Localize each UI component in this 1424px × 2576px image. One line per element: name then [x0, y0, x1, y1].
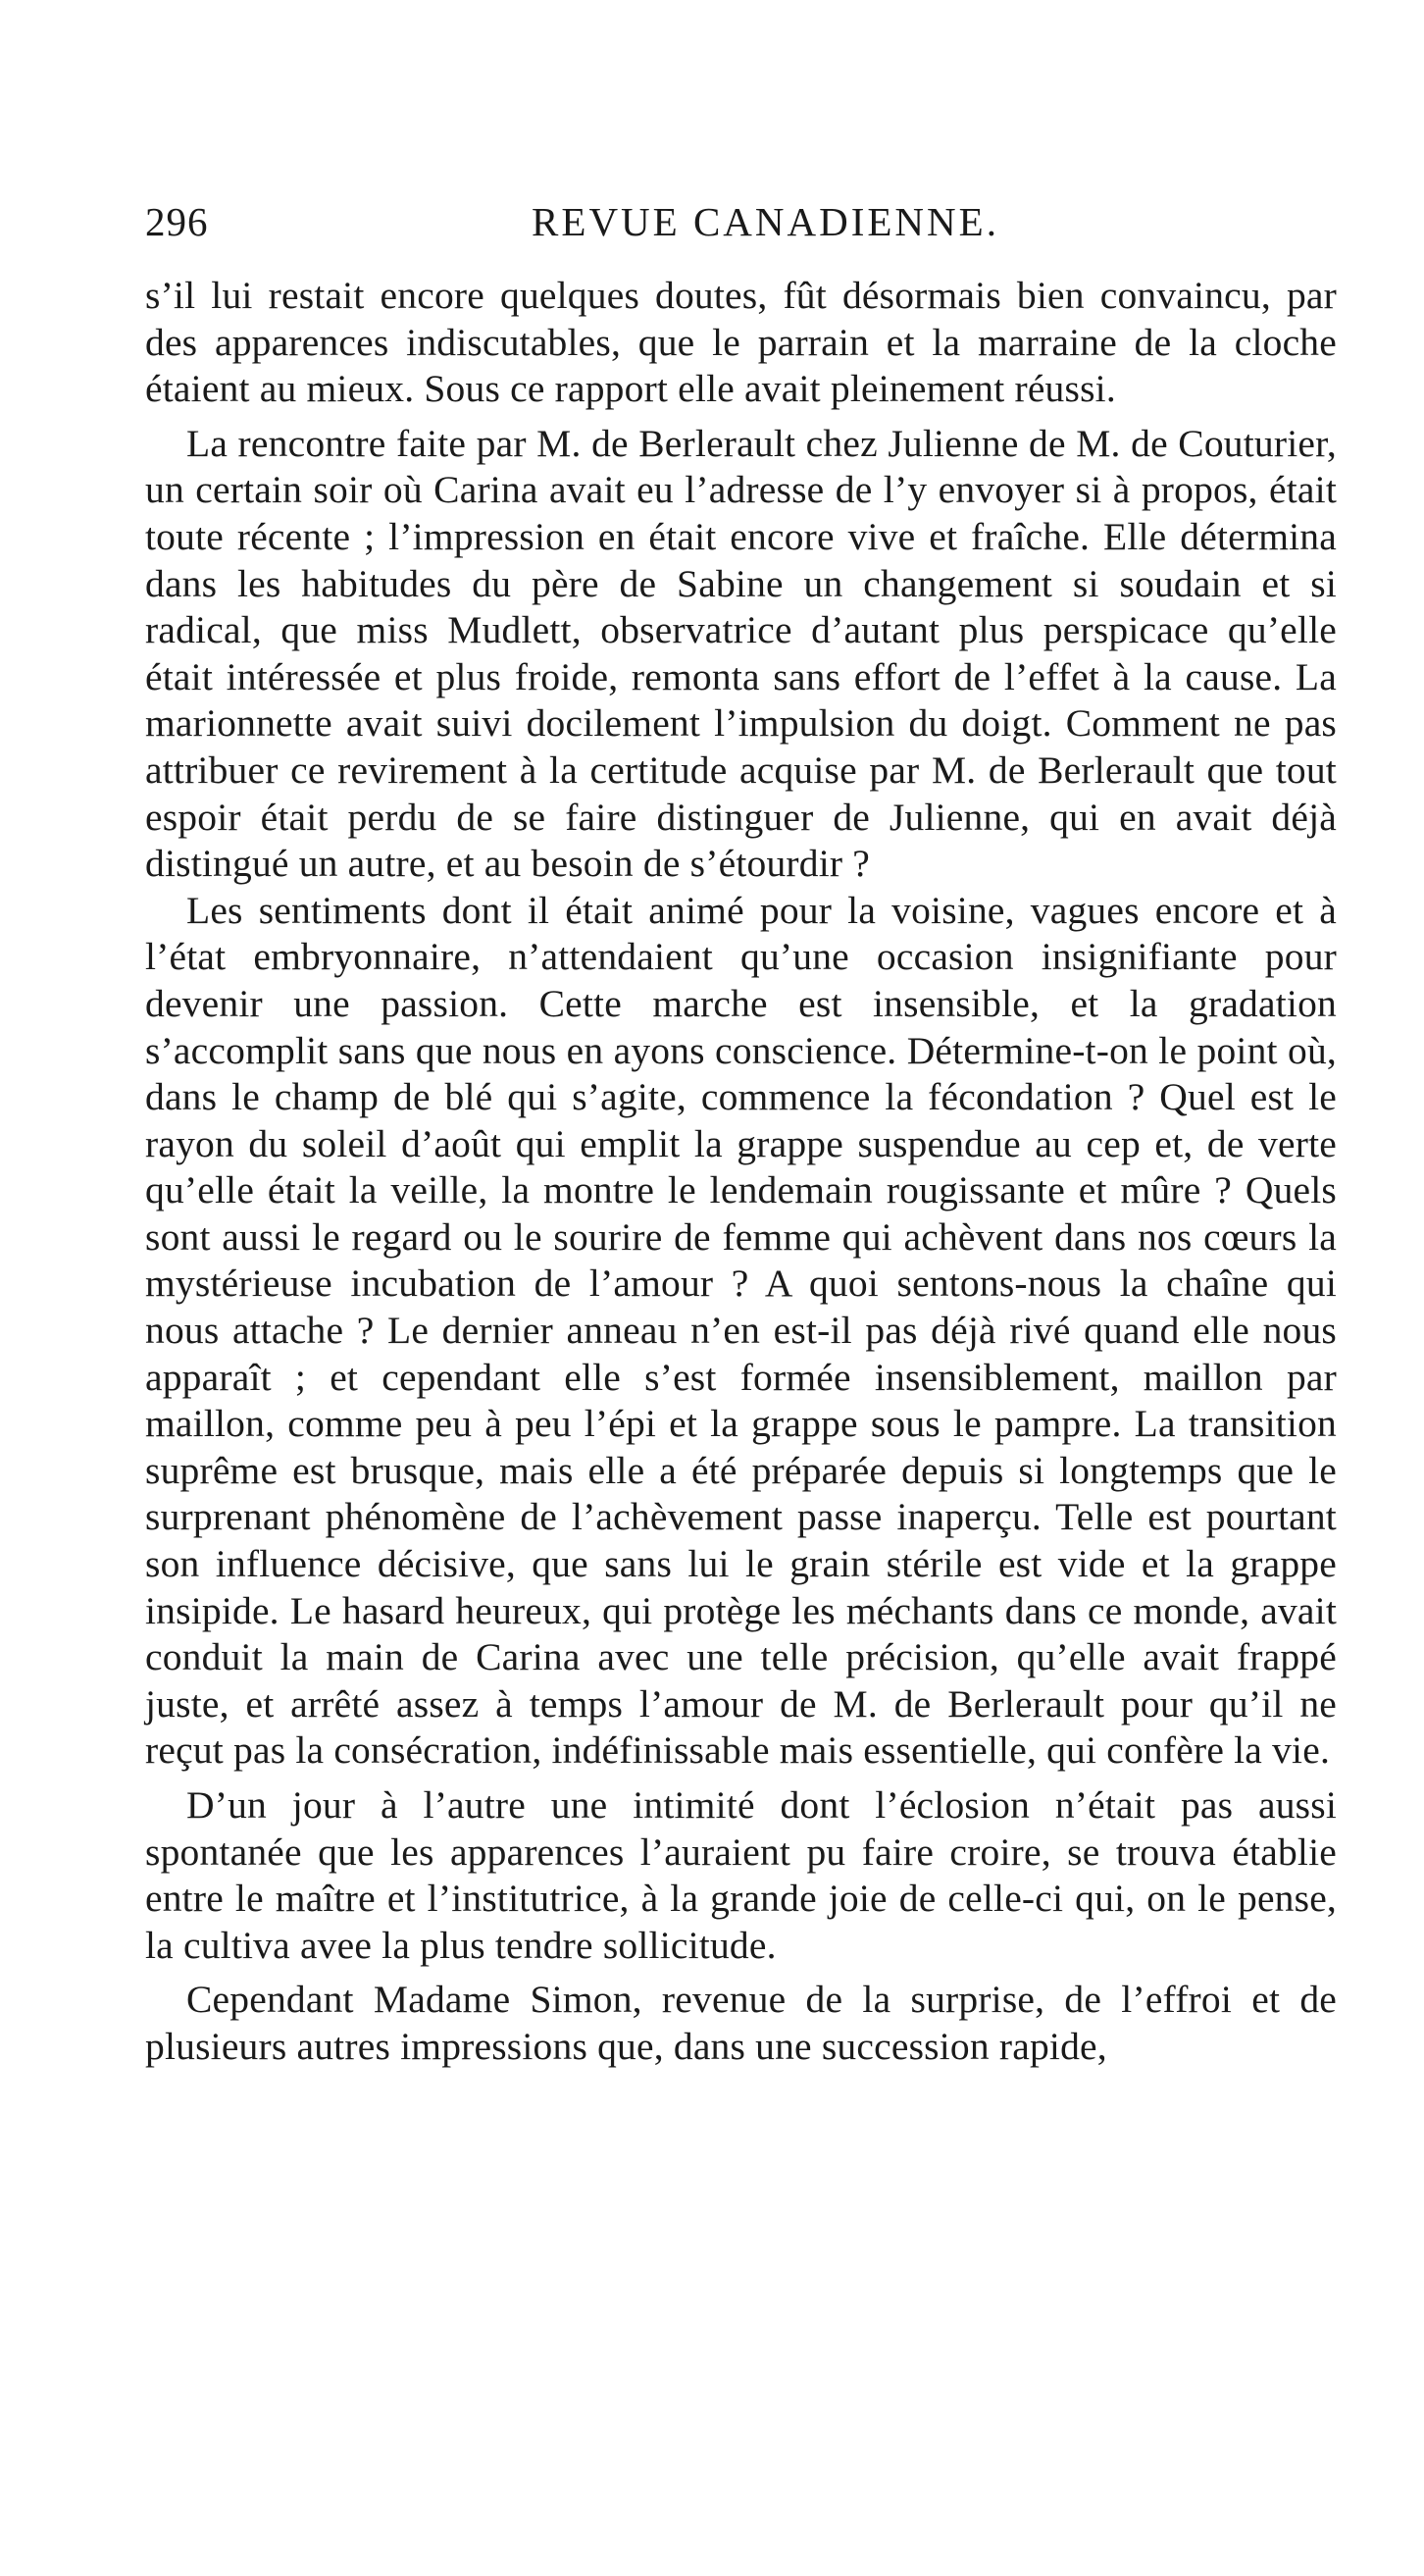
running-title: REVUE CANADIENNE. — [532, 199, 999, 244]
body-text — [145, 273, 1337, 2071]
running-head — [145, 192, 1337, 251]
paragraph: Cependant Madame Simon, revenue de la surprise, de l’effroi et de plusieurs autres impressions que, dans une succession rapide, — [145, 1978, 1337, 2068]
paragraph-continued: s’il lui restait encore quelques doutes, fût désormais bien convaincu, par des apparences indiscutables, que le parrain et la marraine de la cloche étaient au mieux. Sous ce rapport elle avait pleinement réussi. — [145, 274, 1337, 411]
paragraph: La rencontre faite par M. de Berlerault chez Julienne de M. de Couturier, un certain soir où Carina avait eu l’adresse de l’y envoyer si à propos, était toute récente ; l’impression en était encore vive et fraîche. Elle détermina dans les habitudes du père de Sabine un changement si soudain et si radical, que miss Mudlett, observatrice d’autant plus perspicace qu’elle était intéressée et plus froide, remonta sans effort de l’effet à la cause. La marionnette avait suivi docilement l’impulsion du doigt. Comment ne pas attribuer ce revirement à la certitude acquise par M. de Berlerault que tout espoir était perdu de se faire distinguer de Julienne, qui en avait déjà distingué un autre, et au besoin de s’étourdir ? — [145, 421, 1337, 886]
paragraph: D’un jour à l’autre une intimité dont l’éclosion n’était pas aussi spontanée que les apparences l’auraient pu faire croire, se trouva établie entre le maître et l’institutrice, à la grande joie de celle-ci qui, on le pense, la cultiva avee la plus tendre sollicitude. — [145, 1783, 1337, 1967]
paragraph: Les sentiments dont il était animé pour la voisine, vagues encore et à l’état embryonnaire, n’attendaient qu’une occasion insignifiante pour devenir une passion. Cette marche est insensible, et la gradation s’accomplit sans que nous en ayons conscience. Détermine-t-on le point où, dans le champ de blé qui s’agite, commence la fécondation ? Quel est le rayon du soleil d’août qui emplit la grappe suspendue au cep et, de verte qu’elle était la veille, la montre le lendemain rougissante et mûre ? Quels sont aussi le regard ou le sourire de femme qui achèvent dans nos cœurs la mystérieuse incubation de l’amour ? A quoi sentons-nous la chaîne qui nous attache ? Le dernier anneau n’en est-il pas déjà rivé quand elle nous apparaît ; et cependant elle s’est formée insensiblement, maillon par maillon, comme peu à peu l’épi et la grappe sous le pampre. La transition suprême est brusque, mais elle a été préparée depuis si longtemps que le surprenant phénomène de l’achèvement passe inaperçu. Telle est pourtant son influence décisive, que sans lui le grain stérile est vide et la grappe insipide. Le hasard heureux, qui protège les méchants dans ce monde, avait conduit la main de Carina avec une telle précision, qu’elle avait frappé juste, et arrêté assez à temps l’amour de M. de Berlerault pour qu’il ne reçut pas la consécration, indéfinissable mais essentielle, qui confère la vie. — [145, 888, 1337, 1773]
page-number: 296 — [145, 199, 209, 244]
